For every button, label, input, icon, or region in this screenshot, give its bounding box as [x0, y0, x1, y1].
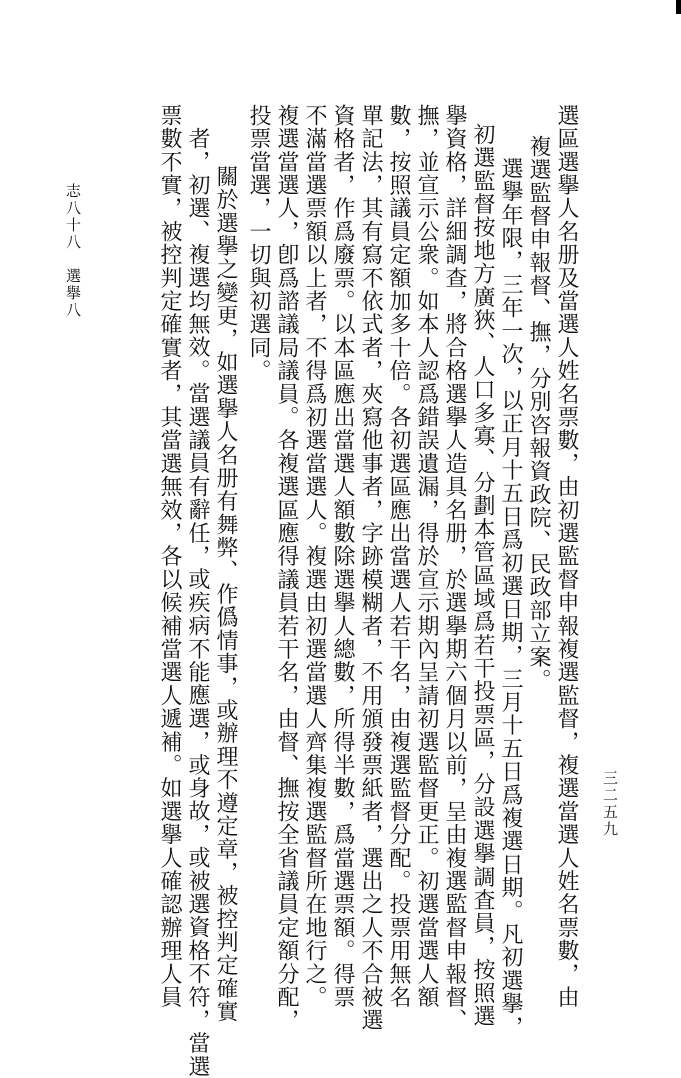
text-column-7: 數，按照議員定額加多十倍。各初選區應出當選人若干名，由複選監督分配。投票用無名	[386, 104, 411, 1009]
text-column-13: 關於選擧之變更，如選擧人名册有舞弊、作僞情事，或辦理不遵定章，被控判定確實	[213, 165, 238, 1024]
text-column-5: 擧資格，詳細調查，將合格選擧人造具名册，於選擧期六個月以前，呈由複選監督申報督、	[442, 104, 467, 1032]
running-title: 志八十八 選擧八	[64, 183, 82, 319]
corner-mark	[676, 0, 681, 14]
text-column-12: 投票當選，一切與初選同。	[246, 104, 271, 383]
text-column-10: 不滿當選票額以上者，不得爲初選當選人。複選由初選當選人齊集複選監督所在地行之。	[302, 104, 327, 1009]
text-column-3: 選擧年限，三年一次，以正月十五日爲初選日期，三月十五日爲複選日期。凡初選擧，	[498, 157, 523, 1039]
text-column-11: 複選當選人，卽爲諮議局議員。各複選區應得議員若干名，由督、撫按全省議員定額分配，	[274, 104, 299, 1032]
text-column-6: 撫，並宣示公衆。如本人認爲錯誤遺漏，得於宣示期內呈請初選監督更正。初選當選人額	[414, 104, 439, 1009]
text-column-2: 複選監督申報督、撫，分別咨報資政院、民政部立案。	[526, 135, 551, 692]
page-number: 三二五九	[601, 770, 619, 838]
text-column-14: 者，初選、複選均無效。當選議員有辭任，或疾病不能應選，或身故，或被選資格不符，當選	[185, 127, 210, 1078]
text-column-8: 單記法，其有寫不依式者，夾寫他事者，字跡模糊者，不用頒發票紙者，選出之人不合被選	[358, 104, 383, 1032]
text-column-15: 票數不實，被控判定確實者，其當選無效，各以候補當選人遞補。如選擧人確認辦理人員	[157, 104, 182, 1009]
text-column-1: 選區選擧人名册及當選人姓名票數，由初選監督申報複選監督，複選當選人姓名票數，由	[554, 104, 579, 1009]
text-column-4: 初選監督按地方廣狹、人口多寡、分劃本管區域爲若干投票區，分設選擧調査員，按照選	[470, 123, 495, 1028]
text-column-9: 資格者，作爲廢票。以本區應出當選人額數除選擧人總數，所得半數，爲當選票額。得票	[330, 104, 355, 1009]
